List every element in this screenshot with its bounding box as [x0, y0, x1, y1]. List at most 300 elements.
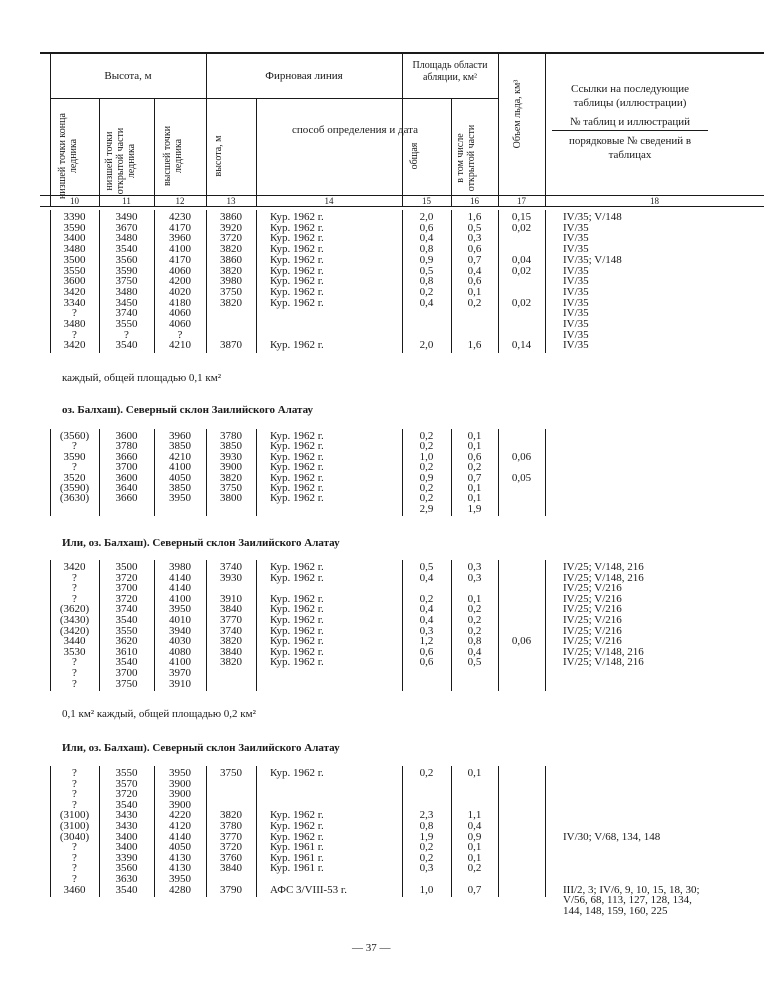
- table-cell: 3460: [63, 883, 86, 896]
- table-cell: 3970: [169, 667, 191, 679]
- table-cell: 3480: [63, 243, 86, 256]
- table-cell: 0,2: [467, 624, 482, 637]
- table-cell: 3560: [115, 253, 138, 266]
- table-cell: 3860: [220, 253, 242, 266]
- table-cell: 0,1: [467, 492, 482, 505]
- table-cell: (3100): [59, 820, 90, 832]
- table-cell: 3500: [115, 561, 138, 573]
- table-cell: 3820: [220, 471, 242, 484]
- table-cell: Кур. 1962 г.: [270, 624, 324, 637]
- table-cell: 3430: [115, 820, 138, 832]
- table-cell: 3820: [220, 635, 242, 648]
- table-cell: 0,8: [419, 820, 434, 832]
- table-cell: 0,9: [419, 253, 434, 266]
- table-cell: ?: [72, 677, 77, 690]
- col14-header: способ определения и дата: [292, 124, 418, 136]
- table-cell: 3960: [169, 232, 191, 245]
- table-cell: 2,3: [419, 809, 434, 822]
- table-cell: IV/25; V/148, 216: [563, 561, 644, 573]
- table-cell: 0,6: [419, 656, 434, 669]
- column-rule: [256, 210, 257, 353]
- table-cell: 4230: [169, 211, 191, 223]
- table-cell: 3550: [63, 264, 86, 277]
- table-cell: 3800: [220, 492, 242, 505]
- table-cell: 0,02: [511, 296, 532, 309]
- table-cell: 0,1: [467, 430, 482, 442]
- table-cell: 3910: [220, 592, 242, 605]
- table-cell: 0,7: [467, 883, 482, 896]
- column-rule: [498, 560, 499, 691]
- table-cell: Кур. 1962 г.: [270, 275, 324, 288]
- table-cell: 3660: [115, 450, 138, 463]
- table-cell: (3420): [59, 624, 90, 637]
- table-cell: 0,5: [467, 656, 482, 669]
- table-cell: 3750: [115, 275, 138, 288]
- table-cell: 3540: [115, 339, 138, 352]
- table-cell: 4050: [169, 841, 191, 854]
- table-cell: ?: [124, 328, 129, 341]
- table-cell: IV/35; V/148: [563, 253, 622, 266]
- table-cell: 0,4: [419, 614, 434, 626]
- table-cell: 3610: [115, 645, 138, 658]
- table-cell: 3750: [220, 285, 242, 298]
- table-cell: IV/35: [563, 221, 589, 234]
- table-cell: 4060: [169, 318, 191, 330]
- table-cell: IV/35: [563, 296, 589, 309]
- table-cell: 2,0: [419, 339, 434, 352]
- table-cell: 0,02: [511, 264, 532, 277]
- table-cell: 3980: [220, 275, 242, 288]
- col-number: 10: [70, 196, 79, 206]
- section-note: каждый, общей площадью 0,1 км²: [62, 372, 222, 384]
- table-cell: Кур. 1962 г.: [270, 482, 324, 494]
- table-cell: IV/35: [563, 328, 589, 341]
- table-cell: Кур. 1962 г.: [270, 635, 324, 648]
- table-cell: Кур. 1962 г.: [270, 461, 324, 474]
- table-cell: 3550: [115, 767, 138, 779]
- table-cell: 3620: [115, 635, 138, 648]
- table-cell: 3980: [169, 561, 191, 573]
- refs-subheader-1: № таблиц и иллюстраций: [570, 116, 690, 128]
- table-cell: 3590: [63, 221, 86, 234]
- table-cell: 4020: [169, 285, 191, 298]
- col12-header: высшей точки ледника: [162, 125, 184, 187]
- table-cell: 0,2: [419, 285, 434, 298]
- table-cell: 3540: [115, 614, 138, 626]
- table-cell: 4140: [169, 571, 191, 584]
- table-cell: 1,9: [419, 830, 434, 843]
- table-cell: Кур. 1962 г.: [270, 656, 324, 669]
- table-cell: 0,6: [419, 645, 434, 658]
- table-cell: 3870: [220, 339, 242, 352]
- table-cell: IV/25; V/216: [563, 624, 622, 637]
- table-cell: 3750: [220, 482, 242, 494]
- table-cell: 3570: [115, 777, 138, 790]
- table-cell: Кур. 1962 г.: [270, 830, 324, 843]
- table-cell: 3840: [220, 603, 242, 616]
- table-cell: 0,5: [419, 561, 434, 573]
- table-cell: 0,4: [467, 820, 482, 832]
- table-cell: АФС 3/VIII-53 г.: [270, 883, 347, 896]
- table-cell: 3720: [220, 232, 242, 245]
- table-cell: Кур. 1962 г.: [270, 767, 324, 779]
- table-cell: 3820: [220, 296, 242, 309]
- table-cell: ?: [72, 440, 77, 453]
- table-cell: IV/35: [563, 318, 589, 330]
- table-cell: ?: [72, 656, 77, 669]
- page-number: — 37 —: [352, 942, 391, 954]
- table-cell: 3540: [115, 656, 138, 669]
- table-cell: 0,3: [419, 862, 434, 875]
- col10-header: низшей точки конца ледника: [57, 113, 79, 199]
- table-cell: 3950: [169, 767, 191, 779]
- table-cell: 3950: [169, 492, 191, 505]
- table-cell: 0,2: [467, 461, 482, 474]
- table-cell: 2,9: [419, 502, 434, 515]
- table-cell: 3440: [63, 635, 86, 648]
- table-cell: 0,6: [467, 243, 482, 256]
- table-cell: 3700: [115, 667, 138, 679]
- table-cell: ?: [72, 328, 77, 341]
- table-cell: 3770: [220, 830, 242, 843]
- table-cell: 3560: [115, 862, 138, 875]
- table-cell: III/2, 3; IV/6, 9, 10, 15, 18, 30; V/56, 68, 113, 127, 128, 134, 144, 148, 159, 160, 225: [563, 883, 700, 917]
- table-cell: 3540: [115, 883, 138, 896]
- table-cell: IV/25; V/216: [563, 582, 622, 595]
- table-cell: 1,6: [467, 339, 482, 352]
- table-cell: 3780: [220, 820, 242, 832]
- table-cell: 0,1: [467, 482, 482, 494]
- table-cell: 4060: [169, 264, 191, 277]
- col-number: 12: [175, 196, 185, 206]
- col-number: 13: [226, 196, 236, 206]
- table-cell: Кур. 1961 г.: [270, 862, 324, 875]
- col-number: 14: [324, 196, 334, 206]
- table-cell: 3840: [220, 645, 242, 658]
- table-cell: Кур. 1962 г.: [270, 264, 324, 277]
- table-cell: 0,6: [467, 450, 482, 463]
- table-cell: 4100: [169, 461, 191, 474]
- table-cell: 0,9: [419, 471, 434, 484]
- table-cell: 0,4: [467, 645, 482, 658]
- col15-header: общая: [409, 142, 420, 170]
- table-cell: Кур. 1962 г.: [270, 253, 324, 266]
- col-number: 11: [122, 196, 131, 206]
- table-cell: Кур. 1962 г.: [270, 430, 324, 442]
- table-cell: 3740: [220, 624, 242, 637]
- table-cell: 4100: [169, 243, 191, 256]
- table-cell: 0,2: [419, 440, 434, 453]
- table-cell: 1,2: [419, 635, 434, 648]
- table-cell: 4180: [169, 296, 191, 309]
- table-cell: 3340: [63, 296, 86, 309]
- table-cell: 3520: [63, 471, 86, 484]
- column-rule: [256, 766, 257, 897]
- table-cell: Кур. 1961 г.: [270, 851, 324, 864]
- refs-subheader-2: порядковые № сведений в таблицах: [568, 135, 692, 161]
- table-cell: 4100: [169, 656, 191, 669]
- table-cell: 0,1: [467, 767, 482, 779]
- table-cell: 1,9: [467, 502, 482, 515]
- table-cell: 3450: [115, 296, 138, 309]
- table-cell: IV/25; V/148, 216: [563, 656, 644, 669]
- table-cell: 3550: [115, 624, 138, 637]
- table-cell: Кур. 1962 г.: [270, 614, 324, 626]
- table-cell: 4210: [169, 450, 191, 463]
- table-cell: ?: [72, 788, 77, 801]
- table-cell: ?: [72, 571, 77, 584]
- table-cell: IV/25; V/148, 216: [563, 571, 644, 584]
- table-cell: 0,15: [511, 211, 532, 223]
- column-rule: [545, 429, 546, 516]
- table-cell: 3910: [169, 677, 191, 690]
- table-cell: 4170: [169, 221, 191, 234]
- table-cell: 3700: [115, 582, 138, 595]
- table-cell: 3900: [220, 461, 242, 474]
- column-rule: [256, 429, 257, 516]
- table-cell: 0,2: [419, 767, 434, 779]
- table-cell: 3820: [220, 264, 242, 277]
- table-cell: Кур. 1962 г.: [270, 592, 324, 605]
- column-rule: [256, 560, 257, 691]
- table-cell: 3480: [115, 232, 138, 245]
- table-cell: 0,2: [467, 614, 482, 626]
- table-cell: Кур. 1962 г.: [270, 809, 324, 822]
- column-rule: [545, 210, 546, 353]
- table-cell: 3530: [63, 645, 86, 658]
- table-cell: 3850: [220, 440, 242, 453]
- table-cell: 4100: [169, 592, 191, 605]
- table-cell: 0,4: [467, 264, 482, 277]
- table-cell: 0,06: [511, 450, 532, 463]
- table-cell: ?: [72, 592, 77, 605]
- table-cell: 4120: [169, 820, 191, 832]
- table-cell: 3540: [115, 798, 138, 811]
- col-number: 15: [422, 196, 431, 206]
- table-cell: Кур. 1962 г.: [270, 450, 324, 463]
- table-cell: 4130: [169, 862, 191, 875]
- section-caption: Или, оз. Балхаш). Северный склон Заилийского Алатау: [62, 537, 340, 549]
- table-cell: 3640: [115, 482, 138, 494]
- table-cell: IV/35: [563, 232, 589, 245]
- table-cell: 3420: [63, 561, 86, 573]
- table-cell: 3600: [115, 430, 138, 442]
- table-cell: 3900: [169, 798, 191, 811]
- table-cell: Кур. 1962 г.: [270, 571, 324, 584]
- table-cell: ?: [72, 767, 77, 779]
- table-cell: IV/35: [563, 275, 589, 288]
- table-cell: (3620): [59, 603, 90, 616]
- table-cell: 3850: [169, 440, 191, 453]
- col-number: 17: [517, 196, 526, 206]
- col-number: 16: [470, 196, 479, 206]
- table-cell: 3820: [220, 809, 242, 822]
- table-cell: 3400: [115, 830, 138, 843]
- table-cell: ?: [72, 873, 77, 885]
- table-cell: Кур. 1961 г.: [270, 841, 324, 854]
- table-cell: ?: [177, 328, 183, 341]
- table-cell: 3720: [115, 788, 138, 801]
- col11-header: низшей точки открытой части ледника: [104, 127, 137, 195]
- table-cell: 2,0: [419, 211, 434, 223]
- table-cell: 3750: [115, 677, 138, 690]
- column-rule: [545, 560, 546, 691]
- table-cell: 4050: [169, 471, 191, 484]
- table-cell: 3900: [169, 777, 191, 790]
- table-cell: 0,7: [467, 253, 482, 266]
- table-cell: 3820: [220, 656, 242, 669]
- table-cell: 0,9: [467, 830, 482, 843]
- table-cell: 0,3: [419, 624, 434, 637]
- table-cell: 0,1: [467, 440, 482, 453]
- table-cell: 3630: [115, 873, 138, 885]
- table-cell: ?: [72, 851, 77, 864]
- table-cell: Кур. 1962 г.: [270, 339, 324, 352]
- table-cell: IV/25; V/216: [563, 592, 622, 605]
- table-cell: 1,0: [419, 883, 434, 896]
- table-cell: IV/35: [563, 307, 589, 320]
- table-cell: 0,1: [467, 841, 482, 854]
- table-cell: 4210: [169, 339, 191, 352]
- table-cell: 3400: [63, 232, 86, 245]
- table-cell: IV/25; V/216: [563, 614, 622, 626]
- table-cell: 0,6: [419, 221, 434, 234]
- table-cell: 3770: [220, 614, 242, 626]
- table-cell: 0,2: [419, 430, 434, 442]
- table-cell: 4140: [169, 830, 191, 843]
- table-cell: Кур. 1962 г.: [270, 603, 324, 616]
- table-cell: IV/35: [563, 285, 589, 298]
- table-cell: 3850: [169, 482, 191, 494]
- section-note: 0,1 км² каждый, общей площадью 0,2 км²: [62, 708, 256, 720]
- table-cell: 0,2: [419, 841, 434, 854]
- table-cell: 3590: [63, 450, 86, 463]
- table-cell: 4010: [169, 614, 191, 626]
- table-cell: 0,7: [467, 471, 482, 484]
- table-cell: 3840: [220, 862, 242, 875]
- table-cell: Кур. 1962 г.: [270, 221, 324, 234]
- column-rule: [545, 766, 546, 897]
- table-cell: Кур. 1962 г.: [270, 243, 324, 256]
- table-cell: Кур. 1962 г.: [270, 820, 324, 832]
- table-cell: 0,3: [467, 561, 482, 573]
- table-cell: 3930: [220, 571, 242, 584]
- table-cell: 3950: [169, 603, 191, 616]
- table-cell: 3720: [220, 841, 242, 854]
- table-cell: 0,2: [419, 482, 434, 494]
- table-cell: ?: [72, 667, 77, 679]
- table-cell: 3500: [63, 253, 86, 266]
- table-cell: 0,1: [467, 851, 482, 864]
- column-rule: [498, 766, 499, 897]
- table-cell: 4170: [169, 253, 191, 266]
- table-cell: 0,2: [419, 492, 434, 505]
- table-cell: 0,4: [419, 571, 434, 584]
- table-cell: 1,6: [467, 211, 482, 223]
- table-cell: 3760: [220, 851, 242, 864]
- table-cell: 0,02: [511, 221, 532, 234]
- table-cell: 3670: [115, 221, 138, 234]
- table-cell: (3040): [59, 830, 90, 843]
- table-cell: ?: [72, 461, 77, 474]
- table-cell: 0,1: [467, 285, 482, 298]
- table-cell: Кур. 1962 г.: [270, 492, 324, 505]
- table-cell: ?: [72, 307, 77, 320]
- table-cell: 0,4: [419, 232, 434, 245]
- table-cell: 3660: [115, 492, 138, 505]
- table-cell: 0,06: [511, 635, 532, 648]
- table-cell: 3390: [63, 211, 86, 223]
- table-cell: 3960: [169, 430, 191, 442]
- table-cell: 3920: [220, 221, 242, 234]
- table-cell: IV/25; V/148, 216: [563, 645, 644, 658]
- table-cell: 0,3: [467, 232, 482, 245]
- table-cell: 3940: [169, 624, 191, 637]
- table-cell: 0,2: [467, 862, 482, 875]
- table-cell: (3560): [59, 430, 90, 442]
- table-cell: IV/30; V/68, 134, 148: [563, 830, 661, 843]
- table-cell: 3740: [115, 307, 138, 320]
- col17-header: Объем льда, км³: [512, 79, 523, 149]
- table-cell: Кур. 1962 г.: [270, 232, 324, 245]
- table-cell: 3930: [220, 450, 242, 463]
- table-cell: IV/35: [563, 339, 589, 352]
- table-cell: ?: [72, 841, 77, 854]
- table-cell: ?: [72, 582, 77, 595]
- table-cell: 0,4: [419, 603, 434, 616]
- table-cell: 3900: [169, 788, 191, 801]
- table-cell: 3740: [115, 603, 138, 616]
- table-cell: 3550: [115, 318, 138, 330]
- table-cell: 4140: [169, 582, 191, 595]
- table-cell: 3720: [115, 592, 138, 605]
- table-cell: 3420: [63, 285, 86, 298]
- col-number: 18: [650, 196, 659, 206]
- refs-group-header: Ссылки на последующие таблицы (иллюстрации): [570, 83, 690, 109]
- table-cell: Кур. 1962 г.: [270, 211, 324, 223]
- table-cell: 3720: [115, 571, 138, 584]
- table-cell: 3820: [220, 243, 242, 256]
- table-cell: ?: [72, 798, 77, 811]
- table-cell: 0,5: [467, 221, 482, 234]
- table-cell: IV/35: [563, 264, 589, 277]
- table-cell: 3600: [115, 471, 138, 484]
- table-cell: 3600: [63, 275, 86, 288]
- col13-header: высота, м: [213, 135, 224, 177]
- table-cell: 4220: [169, 809, 191, 822]
- table-cell: 3860: [220, 211, 242, 223]
- table-cell: 4280: [169, 883, 191, 896]
- table-cell: 3780: [115, 440, 138, 453]
- table-cell: 3480: [63, 318, 86, 330]
- table-cell: 0,05: [511, 471, 532, 484]
- table-cell: 4080: [169, 645, 191, 658]
- table-cell: 0,2: [419, 592, 434, 605]
- table-cell: 0,2: [419, 851, 434, 864]
- table-cell: (3100): [59, 809, 90, 822]
- table-cell: IV/25; V/216: [563, 603, 622, 616]
- table-cell: IV/35: [563, 243, 589, 256]
- table-cell: 0,5: [419, 264, 434, 277]
- table-cell: 0,2: [467, 603, 482, 616]
- table-cell: 3400: [115, 841, 138, 854]
- table-cell: 0,6: [467, 275, 482, 288]
- table-cell: 3780: [220, 430, 242, 442]
- table-cell: 0,8: [467, 635, 482, 648]
- table-cell: 0,3: [467, 571, 482, 584]
- table-cell: 3490: [115, 211, 138, 223]
- table-cell: 3480: [115, 285, 138, 298]
